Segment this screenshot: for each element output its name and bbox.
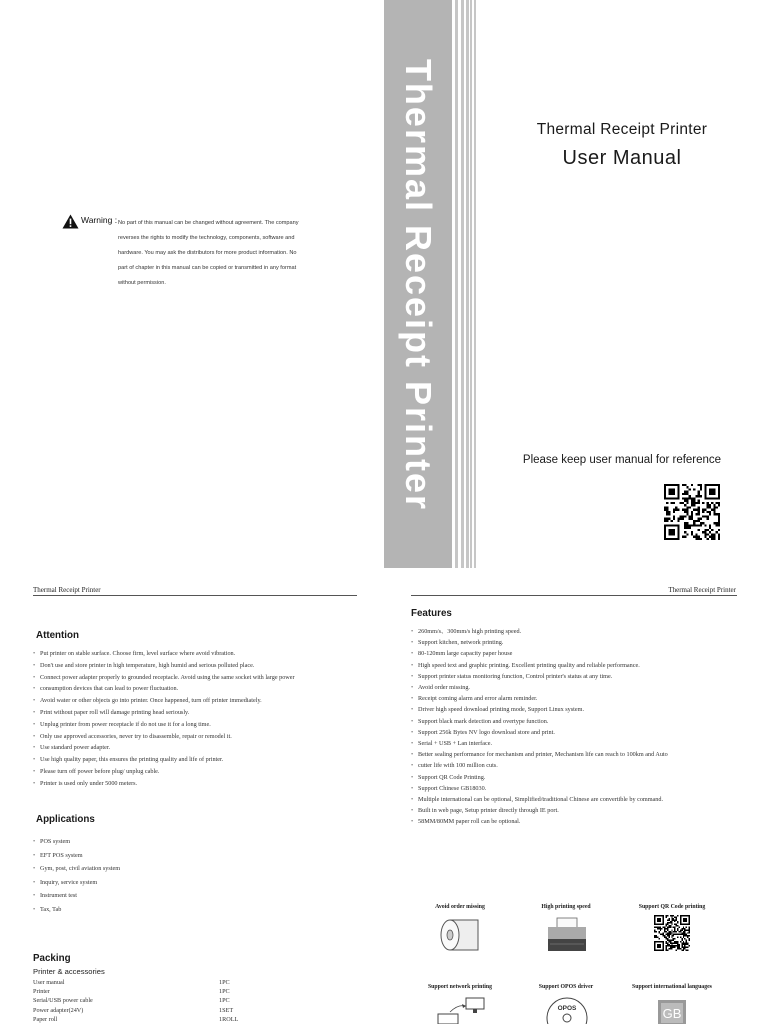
packing-item: Printer xyxy=(33,988,50,996)
warning-line: without permission. xyxy=(118,280,166,286)
opos-label: OPOS xyxy=(557,1005,577,1012)
list-item: • Avoid order missing. xyxy=(411,682,746,693)
warning-triangle-icon xyxy=(62,214,79,229)
packing-qty: 1PC xyxy=(219,979,230,986)
list-item: • Driver high speed download printing mode, Support Linux system. xyxy=(411,704,746,715)
table-row xyxy=(33,1006,333,1015)
list-item: • Better sealing performance for mechanism and printer, Mechanism life can reach to 100km and Auto xyxy=(411,749,746,760)
list-item: • Avoid water or other objects go into printer. Once happened, turn off printer immediately. xyxy=(33,695,363,707)
spine-stripe xyxy=(466,0,469,568)
feature-caption: Support international languages xyxy=(632,984,712,990)
list-item: • Inquiry, service system xyxy=(33,876,333,890)
list-item: • 260mm/s、300mm/s high printing speed. xyxy=(411,626,746,637)
spine-title: Thermal Receipt Printer xyxy=(398,58,439,512)
table-row xyxy=(33,996,333,1005)
page-left xyxy=(0,568,384,1024)
warning-line: hardware. You may ask the distributors for more product information. No xyxy=(118,250,297,256)
list-item: • Connect power adapter properly to grounded receptacle. Avoid using the same socket with large power xyxy=(33,672,363,684)
list-item: • Printer is used only under 5000 meters. xyxy=(33,778,363,790)
packing-subheading: Printer & accessories xyxy=(33,967,105,976)
printer-icon xyxy=(542,916,592,956)
qr-code-icon xyxy=(664,484,720,540)
packing-qty: 1PC xyxy=(219,997,230,1005)
list-item: • Gym, post, civil aviation system xyxy=(33,862,333,876)
list-item: • Multiple international can be optional, Simplified/traditional Chinese are convertible by command. xyxy=(411,794,746,805)
list-item: • Support 256k Bytes NV logo download store and print. xyxy=(411,727,746,738)
feature-caption: Avoid order missing xyxy=(435,904,485,910)
feature-cell xyxy=(412,904,508,910)
spine-stripe xyxy=(461,0,464,568)
applications-list xyxy=(33,835,333,917)
list-item: • EFT POS system xyxy=(33,849,333,863)
list-item: • Use high quality paper, this ensures the printing quality and life of printer. xyxy=(33,754,363,766)
list-item: • Built in web page, Setup printer directly through IE port. xyxy=(411,805,746,816)
list-item: • Unplug printer from power receptacle if do not use it for a long time. xyxy=(33,719,363,731)
packing-qty: 1ROLL xyxy=(219,1015,239,1023)
packing-item: Power adapter(24V) xyxy=(33,1006,84,1014)
list-item: • Don't use and store printer in high temperature, high humid and serious polluted place. xyxy=(33,660,363,672)
list-item: • High speed text and graphic printing. Excellent printing quality and reliable performance. xyxy=(411,660,746,671)
feature-cell xyxy=(624,984,720,1021)
list-item: • 58MM/80MM paper roll can be optional. xyxy=(411,816,746,827)
list-item: • Please turn off power before plug/ unplug cable. xyxy=(33,766,363,778)
feature-caption: Support QR Code printing xyxy=(638,904,706,910)
paper-roll-icon xyxy=(436,916,486,956)
list-item: • Support printer status monitoring function, Control printer's status at any time. xyxy=(411,671,746,682)
list-item: • consumption devices that can lead to power fluctuation. xyxy=(33,683,363,695)
packing-qty: 1SET xyxy=(219,1006,234,1014)
feature-cell xyxy=(624,904,720,910)
feature-caption: Support network printing xyxy=(427,984,493,990)
list-item: • cutter life with 100 million cuts. xyxy=(411,760,746,771)
warning-label: Warning : xyxy=(81,215,118,225)
list-item: • Serial + USB + Lan interface. xyxy=(411,738,746,749)
spine-stripe xyxy=(474,0,476,568)
qr-code-icon xyxy=(654,915,690,951)
features-list xyxy=(411,626,746,828)
attention-list xyxy=(33,648,363,790)
table-row xyxy=(33,987,333,996)
packing-item: Paper roll xyxy=(33,1015,58,1023)
table-row xyxy=(33,1015,333,1024)
list-item: • Put printer on stable surface. Choose firm, level surface where avoid vibration. xyxy=(33,648,363,660)
attention-heading: Attention xyxy=(36,630,79,641)
opos-disc-icon xyxy=(542,996,592,1024)
features-heading: Features xyxy=(411,608,452,619)
list-item: • Receipt coming alarm and error alarm reminder. xyxy=(411,693,746,704)
table-row xyxy=(33,978,333,987)
list-item: • POS system xyxy=(33,835,333,849)
list-item: • Only use approved accessories, never try to disassemble, repair or remodel it. xyxy=(33,731,363,743)
spine-stripe xyxy=(455,0,458,568)
warning-line: No part of this manual can be changed without agreement. The company xyxy=(118,220,299,226)
list-item: • Support Chinese GB18030. xyxy=(411,783,746,794)
feature-caption: Support OPOS driver xyxy=(538,984,594,990)
header-rule xyxy=(33,595,357,596)
list-item: • Support QR Code Printing. xyxy=(411,772,746,783)
applications-heading: Applications xyxy=(36,814,95,825)
list-item: • Tax, Tab xyxy=(33,903,333,917)
cover-subtitle: User Manual xyxy=(562,147,682,169)
warning-text xyxy=(118,216,330,291)
packing-heading: Packing xyxy=(33,953,71,964)
spine-stripe xyxy=(470,0,472,568)
feature-cell xyxy=(518,904,614,910)
list-item: • Use standard power adapter. xyxy=(33,742,363,754)
warning-line: part of chapter in this manual can be copied or transmitted in any format xyxy=(118,265,297,271)
gb-label: GB xyxy=(662,1006,682,1021)
running-head: Thermal Receipt Printer xyxy=(668,586,736,594)
cover-title: Thermal Receipt Printer xyxy=(536,121,708,138)
feature-cell xyxy=(518,984,614,1012)
list-item: • Support kitchen, network printing. xyxy=(411,637,746,648)
list-item: • 80-120mm large capacity paper house xyxy=(411,648,746,659)
gb-badge-icon xyxy=(657,996,687,1024)
packing-qty: 1PC xyxy=(219,988,230,996)
feature-cell xyxy=(412,984,508,990)
list-item: • Print without paper roll will damage printing head seriously. xyxy=(33,707,363,719)
running-head: Thermal Receipt Printer xyxy=(33,586,101,594)
packing-item: Serial/USB power cable xyxy=(33,997,93,1005)
header-rule xyxy=(411,595,737,596)
packing-table xyxy=(33,978,333,1024)
network-icon xyxy=(436,996,486,1024)
feature-caption: High printing speed xyxy=(541,904,591,910)
list-item: • Support black mark detection and overtype function. xyxy=(411,716,746,727)
reference-note: Please keep user manual for reference xyxy=(522,454,722,466)
list-item: • Instrument test xyxy=(33,889,333,903)
packing-item: User manual xyxy=(33,979,65,986)
warning-line: reverses the rights to modify the technology, components, software and xyxy=(118,235,295,241)
page-right xyxy=(384,568,768,1024)
